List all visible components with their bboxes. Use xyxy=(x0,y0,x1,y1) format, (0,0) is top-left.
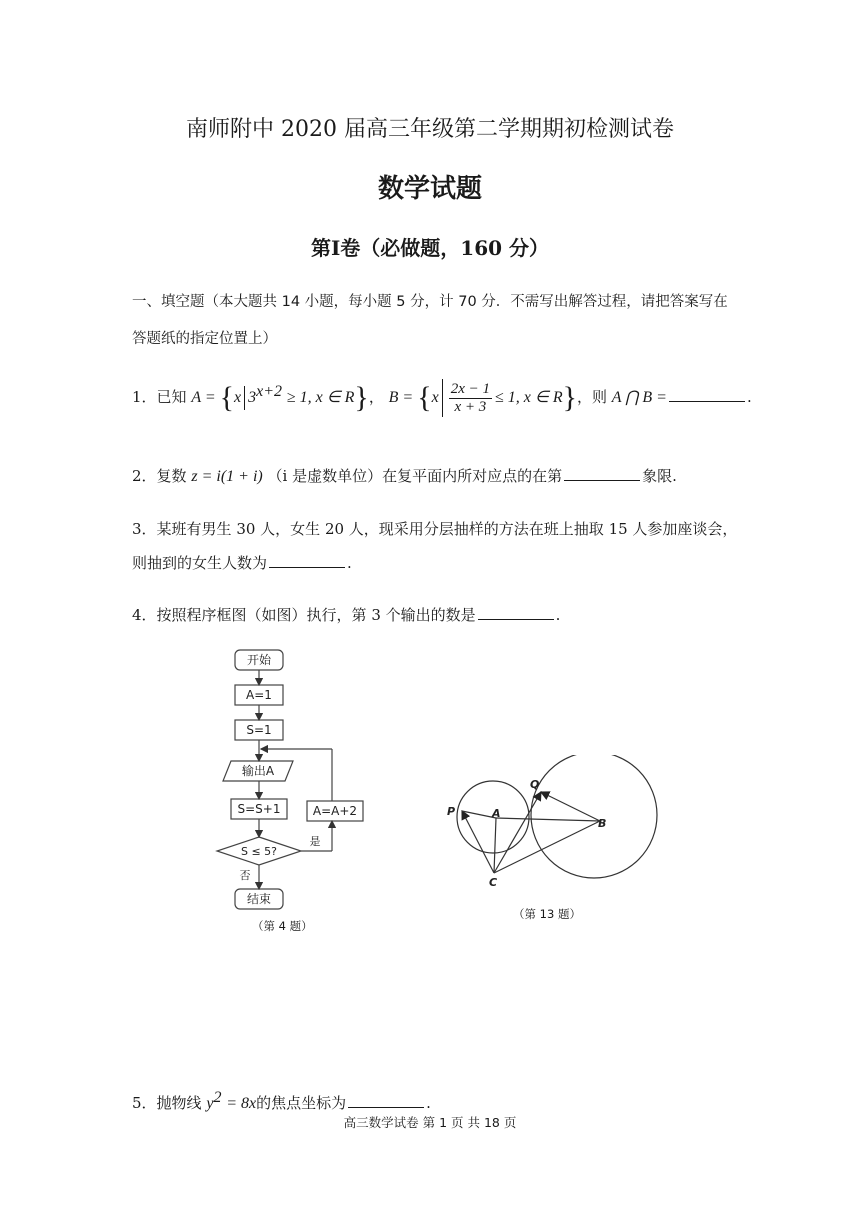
comma: ， xyxy=(368,388,384,406)
period: . xyxy=(746,388,752,406)
fraction-denominator: x + 3 xyxy=(454,398,487,415)
answer-blank[interactable] xyxy=(478,605,554,620)
q5-exponent: 2 xyxy=(213,1089,222,1106)
question-3-line2 xyxy=(132,552,352,573)
a-update-label: A=A+2 xyxy=(312,804,358,818)
s-update-label: S=S+1 xyxy=(237,802,281,816)
question-1: 1．已知 A = {x $3^{x+2} \ge 1$, x ∈ R}， B = {x $\frac{2x - 1}{x + 3}$ ≤ 1, x ∈ R}，则 A ⋂ B = . xyxy=(132,379,752,417)
set-a-condition: ≥ 1, x ∈ R xyxy=(286,389,355,406)
answer-blank[interactable] xyxy=(564,466,640,481)
answer-blank[interactable] xyxy=(669,387,745,402)
no-label: 否 xyxy=(239,869,251,882)
q1-result: A ⋂ B = xyxy=(611,389,667,406)
set-b-name: B xyxy=(388,389,399,406)
period: . xyxy=(426,1094,431,1112)
set-b-condition: ≤ 1, x ∈ R xyxy=(495,389,563,406)
q5-suffix: 的焦点坐标为 xyxy=(256,1094,347,1112)
page-footer: 高三数学试卷 第 1 页 共 18 页 xyxy=(343,1115,517,1130)
label-a: A xyxy=(492,807,501,820)
q3-text: 某班有男生 30 人，女生 20 人，现采用分层抽样的方法在班上抽取 15 人参加座谈会， xyxy=(156,520,738,538)
start-label: 开始 xyxy=(246,653,272,667)
q5-prefix: 抛物线 xyxy=(156,1094,202,1112)
answer-blank[interactable] xyxy=(269,553,345,568)
q3-text-cont: 则抽到的女生人数为 xyxy=(132,554,268,572)
label-b: B xyxy=(598,817,607,830)
question-number: 2． xyxy=(132,467,157,485)
condition-label: S ≤ 5? xyxy=(240,845,278,858)
question-number: 4． xyxy=(132,606,157,624)
set-a-exponent: x+2 xyxy=(256,383,283,400)
question-5 xyxy=(132,1089,431,1113)
geometry-caption: （第 13 题） xyxy=(513,907,581,921)
set-a-base: 3 xyxy=(248,389,257,406)
set-b-fraction xyxy=(449,381,492,416)
q5-y: y xyxy=(206,1095,214,1112)
q1-prefix: 已知 xyxy=(156,388,187,406)
s-init-label: S=1 xyxy=(246,723,272,737)
flowchart-figure xyxy=(215,645,385,915)
q2-suffix: 象限. xyxy=(642,467,677,485)
question-3-line1 xyxy=(132,518,737,539)
large-circle xyxy=(531,755,657,878)
label-c: C xyxy=(489,876,498,889)
q4-text: 按照程序框图（如图）执行，第 3 个输出的数是 xyxy=(156,606,476,624)
question-number: 1． xyxy=(132,388,157,406)
yes-label: 是 xyxy=(309,835,321,848)
section-heading-line1: 一、填空题（本大题共 14 小题，每小题 5 分，计 70 分．不需写出解答过程，请把答案写在 xyxy=(132,294,728,310)
label-p: P xyxy=(447,805,456,818)
label-q: Q xyxy=(530,778,540,791)
q1-then: ，则 xyxy=(577,388,608,406)
flowchart-caption: （第 4 题） xyxy=(252,919,313,933)
question-4 xyxy=(132,604,560,625)
part-title: 第Ⅰ卷（必做题，160 分） xyxy=(310,236,550,260)
period: . xyxy=(555,606,561,624)
period: . xyxy=(347,554,352,572)
question-2 xyxy=(132,465,677,486)
q2-prefix: 复数 xyxy=(156,467,187,485)
end-label: 结束 xyxy=(246,892,272,906)
set-a-name: A xyxy=(191,389,201,406)
set-a-var: x xyxy=(234,389,242,406)
set-b-var: x xyxy=(431,389,439,406)
output-label: 输出A xyxy=(241,764,275,778)
q2-note: （i 是虚数单位）在复平面内所对应点的在第 xyxy=(267,467,563,485)
fraction-numerator: 2x − 1 xyxy=(450,380,490,397)
question-number: 3． xyxy=(132,520,157,538)
vector-bq xyxy=(541,792,600,821)
answer-blank[interactable] xyxy=(348,1093,424,1108)
q5-expression: = 8x xyxy=(226,1095,257,1112)
q2-expression: z = i(1 + i) xyxy=(191,468,263,485)
section-heading-line2: 答题纸的指定位置上） xyxy=(132,331,277,347)
a-init-label: A=1 xyxy=(246,688,272,702)
question-number: 5． xyxy=(132,1094,157,1112)
school-title: 南师附中 2020 届高三年级第二学期期初检测试卷 xyxy=(186,117,674,142)
geometry-figure xyxy=(440,755,665,895)
subject-title: 数学试题 xyxy=(377,174,482,204)
